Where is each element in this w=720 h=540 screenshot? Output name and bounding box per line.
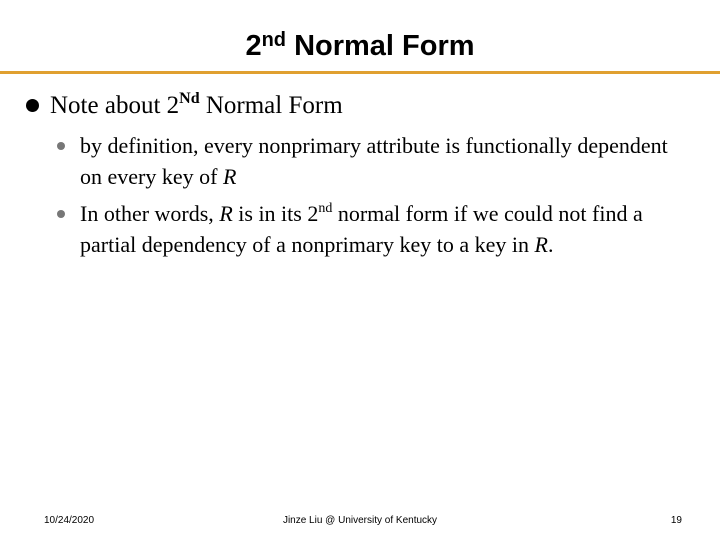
sub-point-text: In other words, xyxy=(80,201,220,226)
sub-bullet-dot-icon xyxy=(57,142,65,150)
relation-symbol: R xyxy=(534,232,548,257)
footer-date: 10/24/2020 xyxy=(44,515,95,526)
sub-point-text: is in its 2 xyxy=(232,201,319,226)
title-text: Normal Form xyxy=(286,30,475,62)
main-point-pre: Note about 2 xyxy=(50,92,180,119)
relation-symbol: R xyxy=(219,201,233,226)
footer-author: Jinze Liu @ University of Kentucky xyxy=(282,515,438,526)
title-superscript: nd xyxy=(261,29,287,51)
sub-bullet-point-definition xyxy=(80,130,692,192)
sub-point-superscript: nd xyxy=(318,201,333,216)
sub-bullet-dot-icon xyxy=(57,210,65,218)
slide-title xyxy=(0,26,720,66)
main-point-post: Normal Form xyxy=(199,92,343,119)
title-divider xyxy=(0,71,720,74)
main-bullet-point xyxy=(50,90,690,122)
sub-bullet-point-other-words xyxy=(80,198,692,260)
sub-point-text: . xyxy=(547,232,554,257)
sub-point-text: by definition, every nonprimary attribute is functionally dependent on every key of xyxy=(80,133,668,189)
title-number: 2 xyxy=(245,30,262,62)
bullet-dot-icon xyxy=(26,99,39,112)
footer-page-number: 19 xyxy=(670,515,682,526)
sub-point-text: normal form if we could not find a partial dependency of a nonprimary key to a key in xyxy=(80,201,643,257)
main-point-superscript: Nd xyxy=(179,90,200,107)
relation-symbol: R xyxy=(222,164,237,189)
